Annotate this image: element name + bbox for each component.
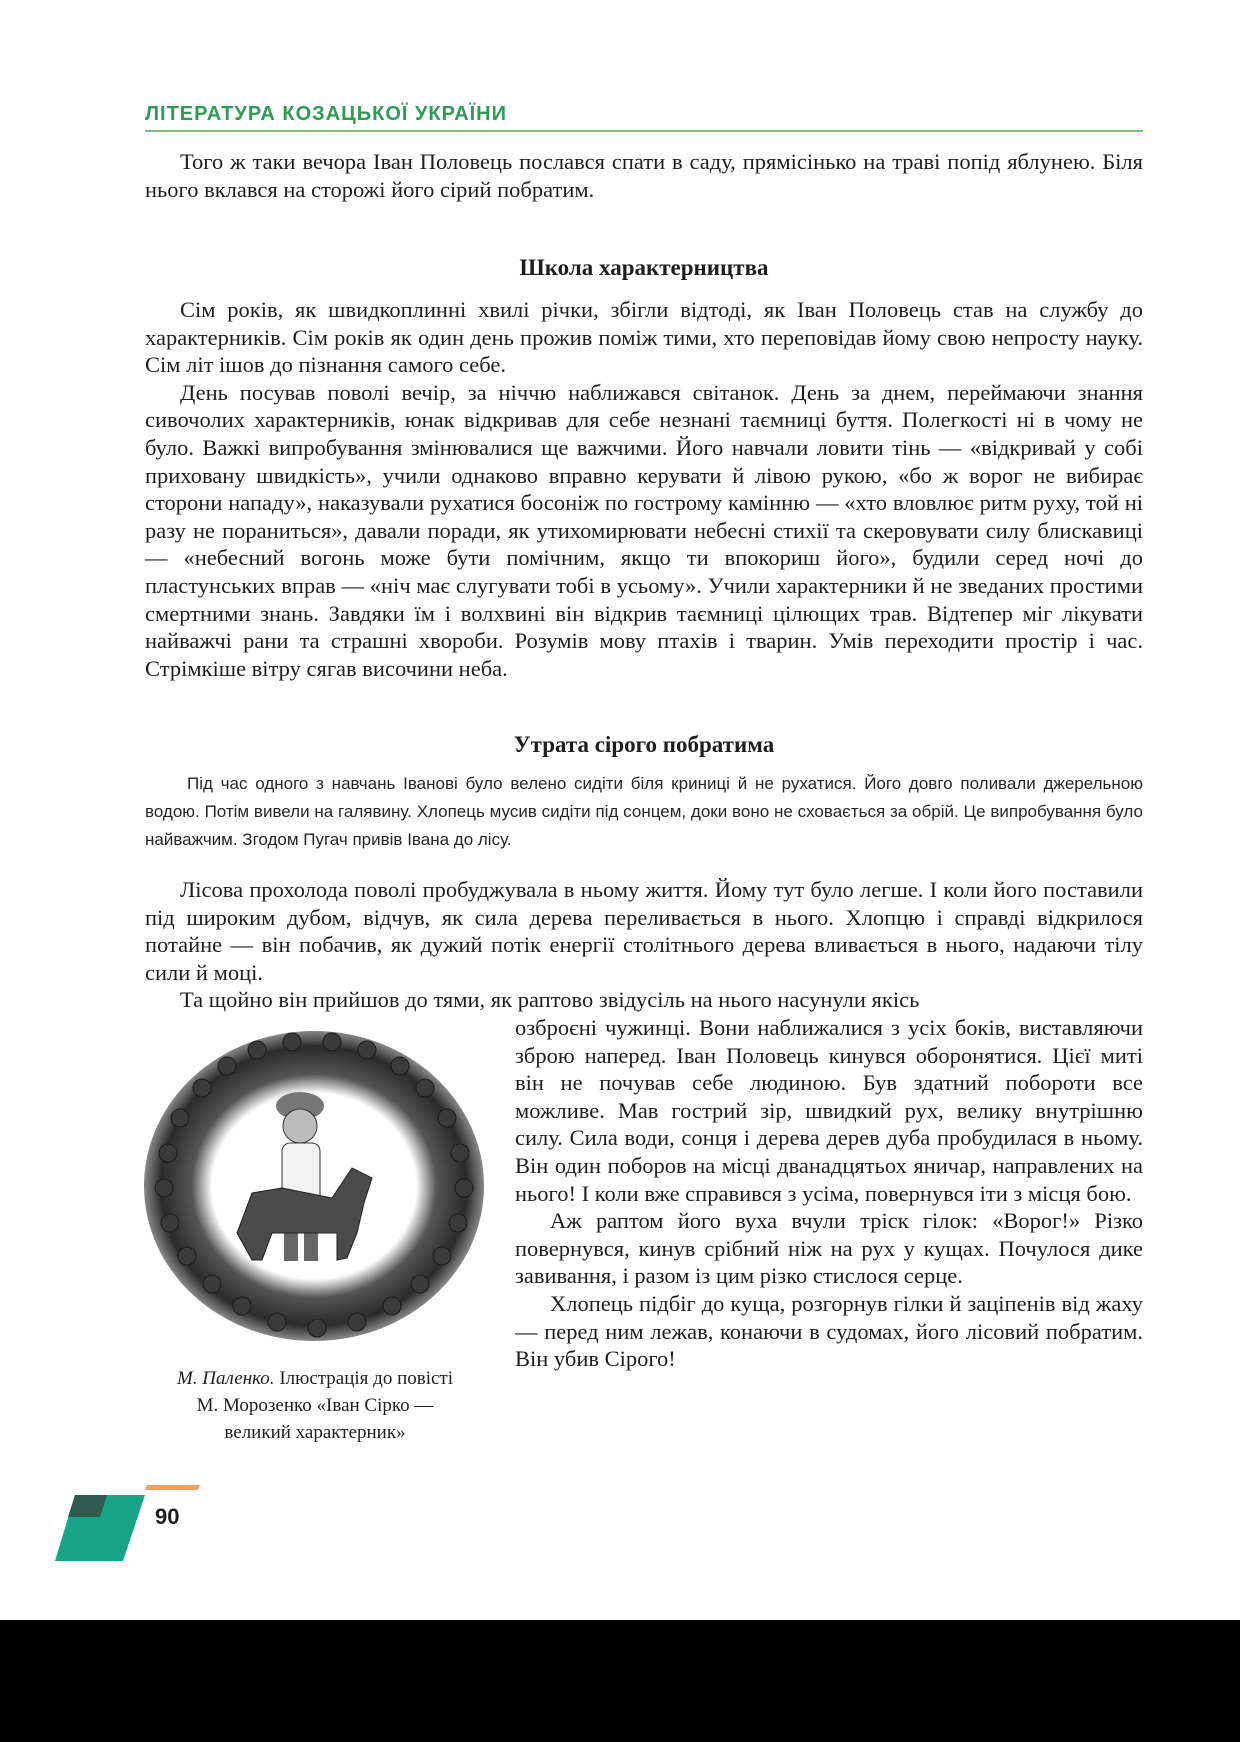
caption-author: М. Паленко.: [176, 1368, 275, 1389]
summary-paragraph: Під час одного з навчань Іванові було велено сидіти біля криниці й не рухатися. Його довго поливали джерельною водою. Потім вивели на галявину. Хлопець мусив сидіти під сонцем, доки воно не сховається за обрій. Це випробування було найважчим. Згодом Пугач привів Івана до лісу.: [145, 774, 1143, 849]
bottom-black-band: [0, 1620, 1240, 1742]
section1-body: [145, 296, 1143, 682]
illustration-image: [142, 1028, 487, 1343]
section2-summary: [145, 770, 1143, 854]
section-heading-loss: Утрата сірого побратима: [513, 732, 775, 757]
header-divider: [145, 130, 1143, 132]
section2-paragraph-2-start: Та щойно він прийшов до тями, як раптово звідусіль на нього насунули якісь: [180, 987, 920, 1013]
caption-text: Ілюстрація до повісті М. Морозенко «Іван Сірко — великий характерник»: [196, 1368, 454, 1443]
intro-block: [145, 148, 1143, 203]
section2-paragraph-2-rest: озброєні чужинці. Вони наближалися з усіх боків, виставляючи зброю наперед. Іван Половець кинувся оборонятися. Цієї миті він не почував себе людиною. Був здатний побороти все можливе. Мав гострий зір, швидкий рух, велику внутрішню силу. Сила води, сонця і дерева дерев дуба пробудилася в ньому. Він один поборов на місці дванадцятьох яничар, направлених на нього! І коли вже справився з усіма, повернувся іти з місця бою.: [515, 1015, 1143, 1206]
running-header: ЛІТЕРАТУРА КОЗАЦЬКОЇ УКРАЇНИ: [145, 103, 507, 125]
intro-paragraph: Того ж таки вечора Іван Половець послався спати в саду, прямісінько на траві попід яблунею. Біля нього вклався на сторожі його сірий побратим.: [145, 149, 1143, 202]
section-heading-school: Школа характерництва: [519, 255, 769, 280]
section2-body: [145, 876, 1143, 1014]
section2-paragraph-4: Хлопець підбіг до куща, розгорнув гілки й заціпенів від жаху — перед ним лежав, конаючи в судомах, його лісовий побратим. Він убив Сірого!: [515, 1290, 1143, 1372]
illustration-caption: [170, 1365, 460, 1446]
section1-paragraph-1: Сім років, як швидкоплинні хвилі річки, збігли відтоді, як Іван Половець став на службу до характерників. Сім років як один день прожив поміж тими, хто переповідав йому свою непросту науку. Сім літ ішов до пізнання самого себе.: [145, 297, 1143, 378]
section1-paragraph-2: День посував поволі вечір, за ніччю наближався світанок. День за днем, переймаючи знання сивочолих характерників, юнак відкривав для себе незнані таємниці буття. Полегкості ні в чому не було. Важкі випробування змінювалися ще важчими. Його навчали ловити тінь — «відкривай у собі приховану швидкість», учили однаково вправно керувати й лівою рукою, «бо ж ворог не вибирає сторони нападу», наказували рухатися босоніж по гострому камінню — «хто вловлює ритм руху, той ні разу не пораниться», давали поради, як утихомирювати небесні стихії та скеровувати силу блискавиці — «небесний вогонь може бути помічним, якщо ти впокориш його», будили серед ночі до пластунських вправ — «ніч має слугувати тобі в усьому». Учили характерники й не зведаних простими смертними знань. Завдяки їм і волхвині він відкрив таємниці цілющих трав. Відтепер міг лікувати найважчі рани та страшні хвороби. Розумів мову птахів і тварин. Умів переходити простір і час. Стрімкіше вітру сягав височини неба.: [145, 379, 1143, 681]
page-number: 90: [155, 1504, 180, 1529]
section2-paragraph-1: Лісова прохолода поволі пробуджувала в ньому життя. Йому тут було легше. І коли його поставили під широким дубом, відчув, як сила дерева переливається в нього. Хлопцю і справді відкрилося потайне — він побачив, як дужий потік енергії столітнього дерева вливається в нього, надаючи тілу сили й моці.: [145, 877, 1143, 985]
wrapped-column: [515, 1014, 1143, 1373]
section2-paragraph-3: Аж раптом його вуха вчули тріск гілок: «Ворог!» Різко повернувся, кинув срібний ніж на рух у кущах. Почулося дике завивання, і разом із цим різко стислося серце.: [515, 1208, 1143, 1289]
page-corner-decoration: [55, 1485, 215, 1565]
